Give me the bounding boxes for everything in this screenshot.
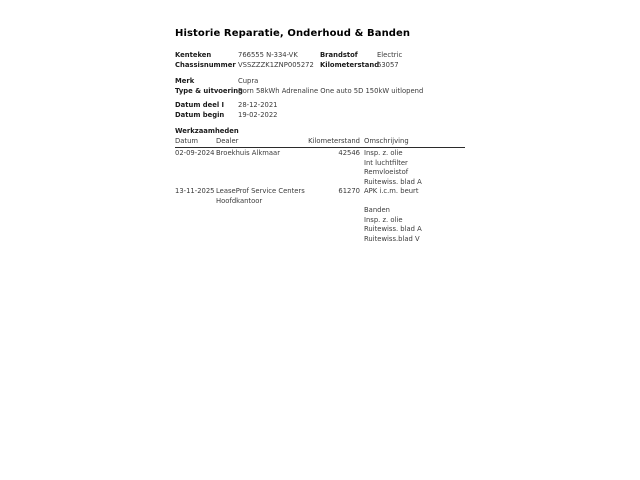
omschrijving-line: Remvloeistof (364, 168, 409, 176)
dealer-line: LeaseProf Service Centers (216, 187, 305, 195)
table-header-dealer: Dealer (216, 136, 239, 145)
row-kilometerstand: 61270 (338, 187, 360, 195)
omschrijving-line: APK i.c.m. beurt (364, 187, 419, 195)
row-dealer (216, 187, 305, 206)
chassisnummer-value: VSSZZZK1ZNP005272 (238, 60, 314, 69)
omschrijving-line: Int luchtfilter (364, 158, 408, 167)
brandstof-value: Electric (377, 51, 403, 59)
vehicle-dates-block (175, 101, 465, 120)
omschrijving-line (364, 197, 464, 207)
vehicle-model-block (175, 77, 465, 96)
datum-deel1-label: Datum deel I (175, 101, 225, 109)
dealer-line: Hoofdkantoor (216, 196, 263, 205)
row-datum: 13-11-2025 (175, 187, 215, 195)
table-header-omschrijving: Omschrijving (364, 136, 409, 145)
omschrijving-line: Insp. z. olie (364, 149, 403, 157)
table-header-row (175, 137, 465, 149)
omschrijving-line: Ruitewiss. blad A (364, 225, 422, 233)
merk-value: Cupra (238, 77, 259, 85)
table-header-kilometerstand: Kilometerstand (308, 136, 360, 145)
datum-begin-label: Datum begin (175, 110, 225, 119)
omschrijving-line: Ruitewiss.blad V (364, 234, 420, 243)
werkzaamheden-section-title: Werkzaamheden (175, 127, 239, 135)
kilometerstand-label: Kilometerstand (320, 60, 380, 69)
dealer-line: Broekhuis Alkmaar (216, 149, 281, 157)
table-row (175, 187, 465, 244)
row-omschrijving (360, 149, 464, 187)
kenteken-label: Kenteken (175, 51, 212, 59)
type-uitvoering-label: Type & uitvoering (175, 86, 243, 95)
kenteken-value: 766555 N-334-VK (238, 51, 298, 59)
row-dealer (216, 149, 281, 159)
datum-deel1-value: 28-12-2021 (238, 101, 278, 109)
kilometerstand-value: 63057 (377, 60, 399, 69)
omschrijving-line: Ruitewiss. blad A (364, 177, 422, 186)
type-uitvoering-value: Born 58kWh Adrenaline One auto 5D 150kW uitlopend (238, 86, 424, 95)
document-content (175, 28, 465, 244)
vehicle-id-block (175, 51, 465, 70)
row-datum: 02-09-2024 (175, 149, 215, 157)
table-row (175, 149, 465, 187)
werkzaamheden-table (175, 137, 465, 245)
row-kilometerstand: 42546 (338, 149, 360, 157)
datum-begin-value: 19-02-2022 (238, 110, 278, 119)
chassisnummer-label: Chassisnummer (175, 60, 236, 69)
page-title: Historie Reparatie, Onderhoud & Banden (175, 28, 411, 39)
omschrijving-line: Insp. z. olie (364, 215, 403, 224)
table-body (175, 148, 465, 244)
row-omschrijving (360, 187, 464, 244)
brandstof-label: Brandstof (320, 51, 358, 59)
table-header-datum: Datum (175, 136, 198, 145)
omschrijving-line: Banden (364, 206, 390, 214)
merk-label: Merk (175, 77, 195, 85)
